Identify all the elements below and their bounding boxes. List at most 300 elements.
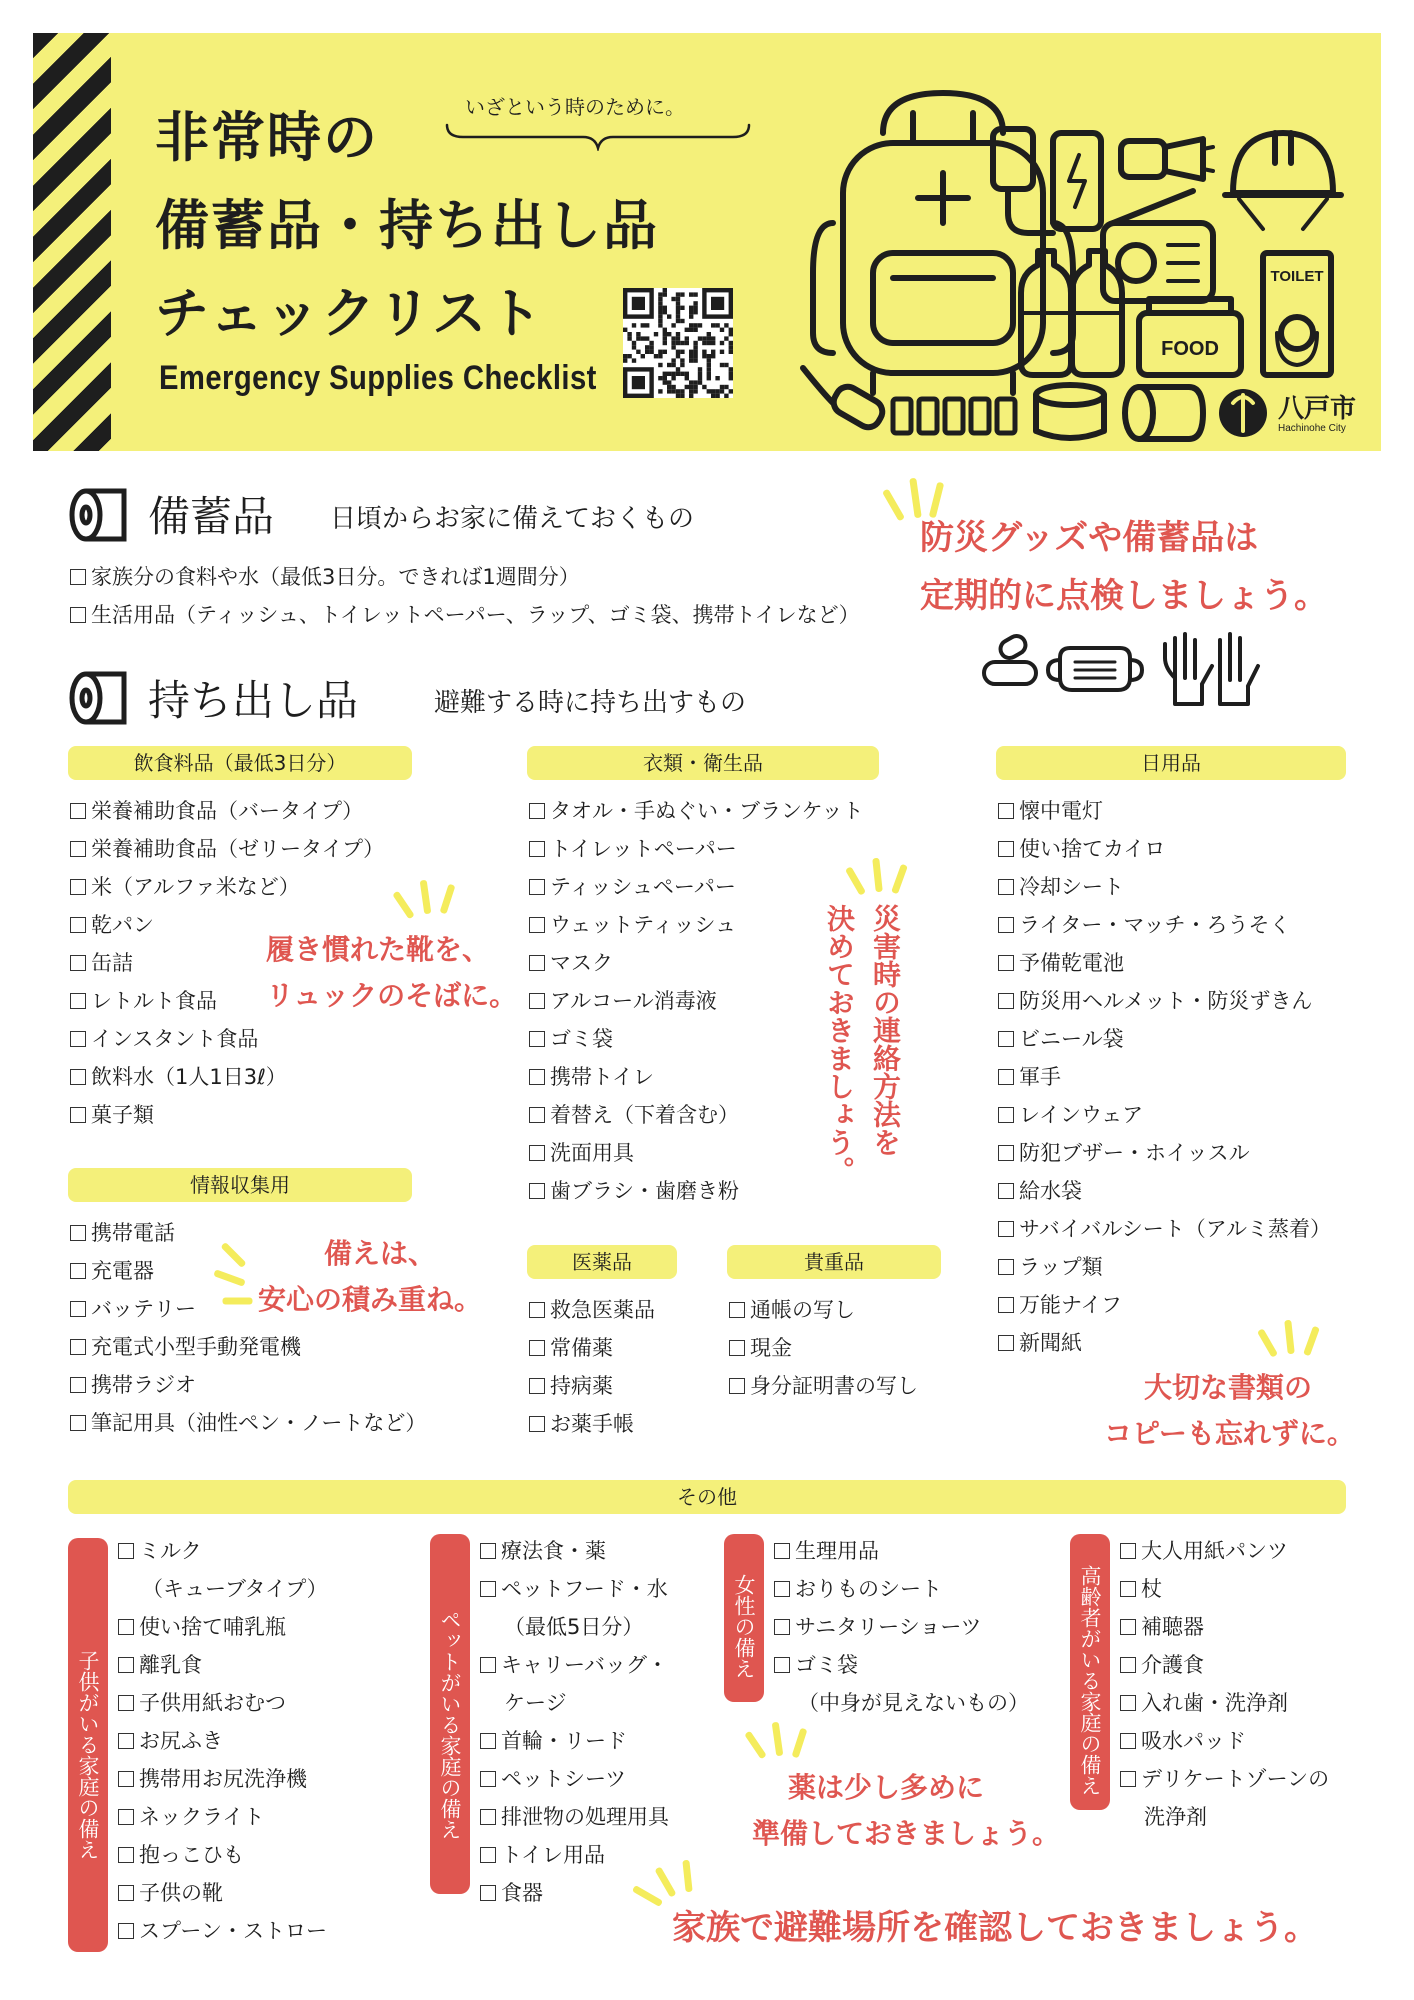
checklist-item-label: サニタリーショーツ	[795, 1615, 982, 1639]
checklist-item-label: 首輪・リード	[501, 1729, 627, 1753]
checkbox[interactable]	[480, 1543, 496, 1559]
supplies-illustration	[793, 73, 1353, 443]
checkbox[interactable]	[529, 1031, 545, 1047]
checklist-item-label: 使い捨てカイロ	[1019, 837, 1166, 861]
checklist-item-label: ゴミ袋	[795, 1653, 858, 1677]
medicine-list	[529, 1291, 655, 1443]
paper-roll-icon	[1125, 387, 1203, 439]
checklist-item[interactable]	[529, 1020, 864, 1058]
checklist-item-label: 大人用紙パンツ	[1141, 1539, 1288, 1563]
checklist-item[interactable]	[480, 1798, 669, 1836]
checklist-item-label: 筆記用具（油性ペン・ノートなど）	[91, 1411, 427, 1435]
checklist-item[interactable]	[998, 982, 1331, 1020]
checklist-item-label: 入れ歯・洗浄剤	[1141, 1691, 1288, 1715]
checkbox[interactable]	[529, 1145, 545, 1161]
checkbox[interactable]	[529, 1416, 545, 1432]
checklist-item[interactable]	[70, 1096, 384, 1134]
checklist-item-label: ケージ	[504, 1691, 567, 1715]
checklist-item-label: 通帳の写し	[750, 1298, 855, 1322]
checklist-item[interactable]	[529, 944, 864, 982]
checklist-item-label: タオル・手ぬぐい・ブランケット	[550, 799, 864, 823]
pets-list	[480, 1532, 669, 1912]
checklist-item[interactable]	[774, 1646, 1029, 1684]
tab-pets: ペットがいる家庭の備え	[430, 1534, 470, 1894]
checklist-item[interactable]	[70, 1020, 384, 1058]
tip-prepare-line2: 安心の積み重ね。	[258, 1283, 483, 1316]
checklist-item-label: 持病薬	[550, 1374, 613, 1398]
checkbox[interactable]	[118, 1695, 134, 1711]
title-line-2: 備蓄品・持ち出し品	[155, 194, 659, 257]
checklist-item[interactable]	[998, 1096, 1331, 1134]
checklist-item-label: （中身が見えないもの）	[798, 1691, 1029, 1715]
hygiene-icons	[980, 630, 1270, 710]
checklist-item[interactable]	[529, 1134, 864, 1172]
ray	[744, 1731, 767, 1760]
checklist-item[interactable]	[529, 1172, 864, 1210]
checklist-item-label: （最低5日分）	[504, 1615, 644, 1639]
checkbox[interactable]	[70, 955, 86, 971]
checkbox[interactable]	[480, 1657, 496, 1673]
checklist-item-label: 歯ブラシ・歯磨き粉	[550, 1179, 739, 1203]
checkbox[interactable]	[1120, 1657, 1136, 1673]
checkbox[interactable]	[774, 1543, 790, 1559]
checklist-item[interactable]	[1120, 1646, 1329, 1684]
checkbox[interactable]	[998, 1107, 1014, 1123]
ray	[792, 1728, 808, 1759]
checkbox[interactable]	[480, 1809, 496, 1825]
tip-documents-line1: 大切な書類の	[1144, 1371, 1313, 1404]
checklist-item[interactable]	[529, 792, 864, 830]
tagline: いざという時のために。	[465, 95, 685, 119]
checkbox[interactable]	[70, 1107, 86, 1123]
checklist-item[interactable]	[1120, 1532, 1329, 1570]
checklist-item-label: 現金	[750, 1336, 792, 1360]
checkbox[interactable]	[70, 841, 86, 857]
checklist-item-label: 冷却シート	[1019, 875, 1124, 899]
checkbox[interactable]	[70, 1415, 86, 1431]
checklist-item[interactable]	[480, 1760, 669, 1798]
mask-icon	[1048, 648, 1142, 690]
checklist-item-label: 充電式小型手動発電機	[91, 1335, 301, 1359]
checklist-item[interactable]	[529, 906, 864, 944]
checklist-item[interactable]	[70, 868, 384, 906]
elderly-list	[1120, 1532, 1329, 1836]
checklist-item-continuation	[118, 1570, 328, 1608]
checklist-item-label: 予備乾電池	[1019, 951, 1124, 975]
checkbox[interactable]	[1120, 1581, 1136, 1597]
checklist-item-label: 着替え（下着含む）	[550, 1103, 739, 1127]
clothing-list	[529, 792, 864, 1210]
checklist-item-label: トイレ用品	[501, 1843, 605, 1867]
checklist-item[interactable]	[480, 1722, 669, 1760]
checklist-item[interactable]	[774, 1608, 1029, 1646]
stockpile-title: 備蓄品	[148, 492, 275, 541]
checklist-item[interactable]	[529, 1096, 864, 1134]
checkbox[interactable]	[529, 879, 545, 895]
checklist-item[interactable]	[729, 1367, 918, 1405]
checklist-item-label: 排泄物の処理用具	[501, 1805, 669, 1829]
checklist-item[interactable]	[529, 830, 864, 868]
batteries-icon	[893, 399, 1015, 433]
checklist-item-label: 新聞紙	[1019, 1331, 1082, 1355]
checklist-item-label: 使い捨て哺乳瓶	[139, 1615, 286, 1639]
ray	[772, 1722, 784, 1757]
checklist-item[interactable]	[998, 1324, 1331, 1362]
checklist-item-label: 子供用紙おむつ	[139, 1691, 286, 1715]
checklist-item[interactable]	[70, 1404, 426, 1442]
checkbox[interactable]	[529, 1107, 545, 1123]
checklist-item[interactable]	[998, 1058, 1331, 1096]
checklist-item[interactable]	[118, 1722, 328, 1760]
checkbox[interactable]	[998, 1183, 1014, 1199]
hazard-stripes	[33, 33, 111, 451]
ray	[420, 880, 432, 915]
checklist-item-label: 懐中電灯	[1019, 799, 1103, 823]
checkbox[interactable]	[118, 1543, 134, 1559]
tab-children: 子供がいる家庭の備え	[68, 1538, 108, 1952]
checkbox[interactable]	[998, 955, 1014, 971]
checklist-item-label: サバイバルシート（アルミ蒸着）	[1019, 1217, 1331, 1241]
checklist-item[interactable]	[70, 830, 384, 868]
gloves-icon	[1165, 634, 1258, 704]
checklist-item-label: ウェットティッシュ	[550, 913, 737, 937]
checkbox[interactable]	[118, 1809, 134, 1825]
tip-contact-line1: 災害時の連絡方法を	[869, 904, 902, 1156]
tab-elderly: 高齢者がいる家庭の備え	[1070, 1534, 1110, 1810]
checkbox[interactable]	[998, 917, 1014, 933]
checklist-item-label: （キューブタイプ）	[142, 1577, 328, 1601]
checklist-item[interactable]	[70, 792, 384, 830]
toilet-paper-icon	[68, 670, 136, 730]
checklist-item-label: 米（アルファ米など）	[91, 875, 300, 899]
checklist-item-label: キャリーバッグ・	[501, 1653, 668, 1677]
checkbox[interactable]	[529, 841, 545, 857]
checklist-item-label: 洗浄剤	[1144, 1805, 1207, 1829]
checklist-item[interactable]	[729, 1291, 918, 1329]
checklist-item-label: デリケートゾーンの	[1141, 1767, 1330, 1791]
checklist-item-continuation	[774, 1684, 1029, 1722]
checklist-item-label: ビニール袋	[1019, 1027, 1124, 1051]
ray	[392, 891, 415, 920]
checklist-item[interactable]	[70, 1366, 426, 1404]
checkbox[interactable]	[774, 1581, 790, 1597]
daily-list	[998, 792, 1331, 1362]
checklist-item-label: お尻ふき	[139, 1729, 223, 1753]
ray	[223, 1298, 253, 1305]
checkbox[interactable]	[70, 993, 86, 1009]
checkbox[interactable]	[729, 1340, 745, 1356]
checklist-item-label: ゴミ袋	[550, 1027, 613, 1051]
checklist-item[interactable]	[998, 1134, 1331, 1172]
helmet-icon	[1225, 133, 1341, 229]
checkbox[interactable]	[118, 1771, 134, 1787]
category-clothing-label: 衣類・衛生品	[527, 746, 879, 780]
checklist-item-label: 乾パン	[91, 913, 154, 937]
checklist-item-label: 携帯電話	[91, 1221, 175, 1245]
checkbox[interactable]	[529, 917, 545, 933]
checkbox[interactable]	[529, 993, 545, 1009]
checklist-item-label: 療法食・薬	[501, 1539, 606, 1563]
checklist-item[interactable]	[998, 944, 1331, 982]
qr-code[interactable]	[623, 288, 733, 398]
checklist-item[interactable]	[1120, 1684, 1329, 1722]
checklist-item[interactable]	[480, 1532, 669, 1570]
checkbox[interactable]	[70, 569, 86, 585]
checklist-item-label: 万能ナイフ	[1019, 1293, 1122, 1317]
checklist-item-label: 充電器	[91, 1259, 154, 1283]
checklist-item[interactable]	[118, 1836, 328, 1874]
checklist-item[interactable]	[774, 1532, 1029, 1570]
checklist-item-label: アルコール消毒液	[550, 989, 717, 1013]
checklist-item[interactable]	[529, 982, 864, 1020]
tip-medicine-line2: 準備しておきましょう。	[752, 1817, 1061, 1850]
checklist-item-label: ペットシーツ	[501, 1767, 627, 1791]
checklist-item-label: 洗面用具	[550, 1141, 634, 1165]
checklist-item-label: 子供の靴	[139, 1881, 223, 1905]
checklist-item[interactable]	[118, 1608, 328, 1646]
checkbox[interactable]	[70, 1031, 86, 1047]
checklist-item-label: インスタント食品	[91, 1027, 259, 1051]
checklist-item[interactable]	[1120, 1760, 1329, 1798]
checkbox[interactable]	[118, 1733, 134, 1749]
ray	[882, 489, 905, 522]
checklist-item-continuation	[480, 1684, 669, 1722]
header-banner	[33, 33, 1381, 451]
checklist-item[interactable]	[998, 868, 1331, 906]
checkbox[interactable]	[118, 1657, 134, 1673]
checklist-item-label: おりものシート	[795, 1577, 942, 1601]
checklist-item-continuation	[1120, 1798, 1329, 1836]
checkbox[interactable]	[998, 1145, 1014, 1161]
checklist-item-label: 缶詰	[91, 951, 133, 975]
checkbox[interactable]	[998, 1069, 1014, 1085]
checkbox[interactable]	[480, 1885, 496, 1901]
checkbox[interactable]	[70, 1225, 86, 1241]
checklist-item-label: 吸水パッド	[1141, 1729, 1246, 1753]
category-food-label: 飲食料品（最低3日分）	[68, 746, 412, 780]
carry-subtitle: 避難する時に持ち出すもの	[434, 688, 747, 718]
stockpile-list	[70, 558, 860, 634]
checklist-item-label: ネックライト	[139, 1805, 265, 1829]
checkbox[interactable]	[529, 803, 545, 819]
checklist-item-label: 介護食	[1141, 1653, 1204, 1677]
checklist-item[interactable]	[1120, 1722, 1329, 1760]
checkbox[interactable]	[118, 1923, 134, 1939]
checklist-item[interactable]	[529, 1058, 864, 1096]
title-en: Emergency Supplies Checklist	[159, 359, 597, 397]
title-line-3: チェックリスト	[155, 282, 545, 345]
checkbox[interactable]	[998, 1297, 1014, 1313]
checklist-item-label: 離乳食	[139, 1653, 202, 1677]
checklist-item[interactable]: 生活用品（ティッシュ、トイレットペーパー、ラップ、ゴミ袋、携帯トイレなど）	[70, 596, 860, 634]
checklist-item-label: ライター・マッチ・ろうそく	[1019, 913, 1291, 937]
checklist-item-label: 生理用品	[795, 1539, 879, 1563]
checkbox[interactable]	[118, 1885, 134, 1901]
checklist-item-label: トイレットペーパー	[550, 837, 737, 861]
checkbox[interactable]	[118, 1847, 134, 1863]
checklist-item[interactable]	[118, 1760, 328, 1798]
checklist-item-label: 食器	[501, 1881, 543, 1905]
checklist-item[interactable]	[998, 830, 1331, 868]
category-medicine-label: 医薬品	[527, 1245, 677, 1279]
checkbox[interactable]	[998, 1335, 1014, 1351]
checklist-item-label: 飲料水（1人1日3ℓ）	[91, 1065, 287, 1089]
flashlight-icon	[1121, 139, 1213, 179]
checkbox[interactable]	[998, 1031, 1014, 1047]
city-name: 八戸市	[1278, 394, 1357, 424]
checkbox[interactable]	[1120, 1771, 1136, 1787]
checklist-item-label: バッテリー	[91, 1297, 196, 1321]
checklist-item[interactable]	[529, 1367, 655, 1405]
checkbox[interactable]	[1120, 1733, 1136, 1749]
carry-title: 持ち出し品	[148, 676, 359, 725]
checklist-item[interactable]	[70, 1328, 426, 1366]
checkbox[interactable]	[729, 1302, 745, 1318]
ray	[440, 884, 456, 915]
toilet-label: TOILET	[1270, 268, 1324, 285]
checklist-item-label: 抱っこひも	[139, 1843, 244, 1867]
checkbox[interactable]	[1120, 1619, 1136, 1635]
checklist-item-label: 栄養補助食品（バータイプ）	[91, 799, 364, 823]
checkbox[interactable]	[70, 879, 86, 895]
tagline-brace	[443, 121, 753, 151]
checklist-item[interactable]	[998, 1172, 1331, 1210]
ray	[872, 858, 883, 893]
checkbox[interactable]	[1120, 1543, 1136, 1559]
tip-shoes-line1: 履き慣れた靴を、	[266, 933, 491, 966]
checkbox[interactable]	[998, 841, 1014, 857]
checkbox[interactable]	[480, 1771, 496, 1787]
checklist-item[interactable]	[998, 792, 1331, 830]
checklist-item[interactable]	[70, 1058, 384, 1096]
children-list	[118, 1532, 328, 1950]
tip-inspect-line2: 定期的に点検しましょう。	[920, 576, 1328, 616]
checkbox[interactable]	[70, 1263, 86, 1279]
checkbox[interactable]	[480, 1847, 496, 1863]
checkbox[interactable]	[998, 1259, 1014, 1275]
checkbox[interactable]	[1120, 1695, 1136, 1711]
checklist-item[interactable]	[998, 1020, 1331, 1058]
tip-medicine-line1: 薬は少し多めに	[788, 1771, 985, 1804]
checklist-item[interactable]	[118, 1646, 328, 1684]
tab-women: 女性の備え	[724, 1534, 764, 1702]
checklist-item-continuation	[480, 1608, 669, 1646]
category-valuables-label: 貴重品	[727, 1245, 941, 1279]
checkbox[interactable]	[70, 607, 86, 623]
checklist-item[interactable]	[480, 1570, 669, 1608]
checklist-item-label: 携帯用お尻洗浄機	[139, 1767, 307, 1791]
checklist-item[interactable]	[998, 906, 1331, 944]
tip-documents-line2: コピーも忘れずに。	[1104, 1417, 1355, 1450]
checkbox[interactable]	[118, 1619, 134, 1635]
checkbox[interactable]	[70, 1069, 86, 1085]
checklist-item-label: ミルク	[139, 1539, 202, 1563]
checklist-item-label: ペットフード・水	[501, 1577, 668, 1601]
checklist-item-label: マスク	[550, 951, 613, 975]
checklist-item[interactable]	[998, 1210, 1331, 1248]
checkbox[interactable]	[70, 1301, 86, 1317]
checklist-item[interactable]	[1120, 1570, 1329, 1608]
can-icon	[1036, 385, 1104, 438]
title-line-1: 非常時の	[155, 106, 379, 169]
checkbox[interactable]	[998, 1221, 1014, 1237]
food-label: FOOD	[1161, 338, 1219, 360]
stockpile-subtitle: 日頃からお家に備えておくもの	[330, 504, 695, 534]
checkbox[interactable]	[529, 1183, 545, 1199]
checkbox[interactable]	[998, 879, 1014, 895]
checklist-item-label: レトルト食品	[91, 989, 217, 1013]
checklist-item[interactable]	[998, 1248, 1331, 1286]
checklist-item[interactable]	[729, 1329, 918, 1367]
checklist-item[interactable]	[480, 1646, 669, 1684]
checklist-item[interactable]	[480, 1836, 669, 1874]
checklist-item-label: 菓子類	[91, 1103, 154, 1127]
tip-shoes-line2: リュックのそばに。	[266, 979, 518, 1012]
valuables-list	[729, 1291, 918, 1405]
checklist-item[interactable]: 家族分の食料や水（最低3日分。できれば1週間分）	[70, 558, 860, 596]
checklist-item-label: ラップ類	[1019, 1255, 1103, 1279]
checklist-item[interactable]	[529, 1405, 655, 1443]
tip-inspect-line1: 防災グッズや備蓄品は	[920, 518, 1259, 558]
food-box-icon	[1139, 299, 1241, 375]
checklist-item[interactable]	[529, 1329, 655, 1367]
category-info-label: 情報収集用	[68, 1168, 412, 1202]
checkbox[interactable]	[70, 1339, 86, 1355]
checklist-item[interactable]	[774, 1570, 1029, 1608]
checklist-item-label: 補聴器	[1141, 1615, 1204, 1639]
checkbox[interactable]	[529, 1069, 545, 1085]
checklist-item-label: 杖	[1141, 1577, 1162, 1601]
checklist-item-label: 栄養補助食品（ゼリータイプ）	[91, 837, 385, 861]
checkbox[interactable]	[480, 1581, 496, 1597]
checklist-item[interactable]	[1120, 1608, 1329, 1646]
toilet-paper-icon	[68, 487, 136, 547]
category-other-label: その他	[68, 1480, 1346, 1514]
checklist-item[interactable]	[118, 1532, 328, 1570]
checkbox[interactable]	[729, 1378, 745, 1394]
checklist-item-label: 軍手	[1019, 1065, 1061, 1089]
checkbox[interactable]	[774, 1657, 790, 1673]
checklist-item[interactable]	[118, 1874, 328, 1912]
ray	[891, 864, 908, 895]
checklist-item[interactable]	[998, 1286, 1331, 1324]
bandage-icon	[984, 633, 1036, 684]
checklist-item[interactable]	[118, 1798, 328, 1836]
checklist-item-label: 防犯ブザー・ホイッスル	[1019, 1141, 1250, 1165]
checklist-item[interactable]	[529, 1291, 655, 1329]
checkbox[interactable]	[529, 1302, 545, 1318]
checkbox[interactable]	[70, 803, 86, 819]
checkbox[interactable]	[529, 955, 545, 971]
checkbox[interactable]	[529, 1340, 545, 1356]
checklist-item-label: 給水袋	[1019, 1179, 1082, 1203]
tip-evacuation: 家族で避難場所を確認しておきましょう。	[672, 1908, 1318, 1948]
tip-prepare-line1: 備えは、	[324, 1237, 437, 1270]
checklist-item-label: 常備薬	[550, 1336, 613, 1360]
checklist-item[interactable]	[529, 868, 864, 906]
checkbox[interactable]	[70, 1377, 86, 1393]
checklist-item[interactable]	[118, 1912, 328, 1950]
checkbox[interactable]	[774, 1619, 790, 1635]
checkbox[interactable]	[480, 1733, 496, 1749]
checklist-item[interactable]	[118, 1684, 328, 1722]
ray	[682, 1860, 692, 1893]
checklist-item-label: 携帯トイレ	[550, 1065, 654, 1089]
checkbox[interactable]	[998, 803, 1014, 819]
checkbox[interactable]	[998, 993, 1014, 1009]
checkbox[interactable]	[70, 917, 86, 933]
checkbox[interactable]	[529, 1378, 545, 1394]
